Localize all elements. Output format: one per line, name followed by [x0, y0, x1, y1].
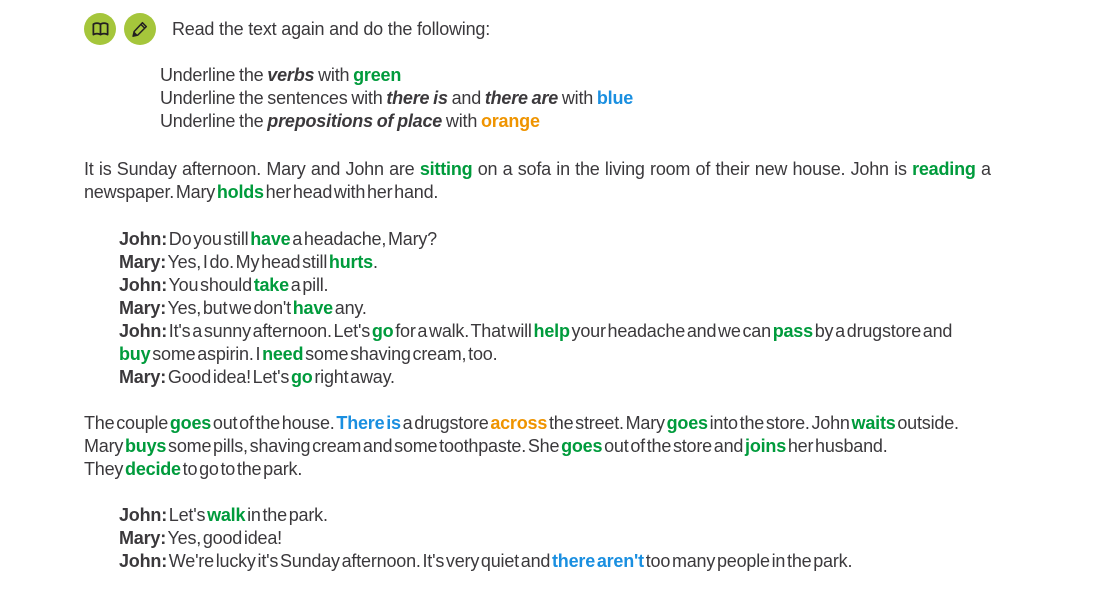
instructions-list	[160, 64, 1100, 133]
text-line: John: You should take a pill.	[119, 275, 329, 295]
text-line: Underline the prepositions of place with orange	[160, 111, 540, 131]
task-title: Read the text again and do the following:	[172, 19, 491, 39]
task-header	[84, 13, 1100, 45]
text-line: Mary: Good idea! Let's go right away.	[119, 367, 395, 387]
text-line: It is Sunday afternoon. Mary and John are sitting on a sofa in the living room of their new house. John is reading a	[84, 159, 991, 179]
text-line: John: We're lucky it's Sunday afternoon. It's very quiet and there aren't too many people in the park.	[119, 551, 853, 571]
text-line: Underline the verbs with green	[160, 65, 402, 85]
text-line: John: It's a sunny afternoon. Let's go for a walk. That will help your headache and we can pass by a drugstore and	[119, 321, 953, 341]
text-line: Underline the sentences with there is and there are with blue	[160, 88, 634, 108]
dialogue-2	[119, 504, 1100, 573]
text-line: They decide to go to the park.	[84, 459, 303, 479]
text-line: Mary: Yes, good idea!	[119, 528, 282, 548]
text-line: newspaper. Mary holds her head with her hand.	[84, 182, 439, 202]
book-icon	[84, 13, 116, 45]
text-line: John: Let's walk in the park.	[119, 505, 328, 525]
story-paragraph-2	[84, 412, 1100, 481]
text-line: Mary buys some pills, shaving cream and some toothpaste. She goes out of the store and joins her husband.	[84, 436, 888, 456]
text-line: John: Do you still have a headache, Mary?	[119, 229, 437, 249]
pencil-icon	[124, 13, 156, 45]
text-line: Mary: Yes, I do. My head still hurts.	[119, 252, 378, 272]
text-line: The couple goes out of the house. There is a drugstore across the street. Mary goes into the store. John waits outside.	[84, 413, 959, 433]
dialogue-1	[119, 228, 1100, 389]
story-paragraph-1	[84, 158, 1100, 204]
text-line: Mary: Yes, but we don't have any.	[119, 298, 367, 318]
text-line: buy some aspirin. I need some shaving cream, too.	[119, 344, 498, 364]
